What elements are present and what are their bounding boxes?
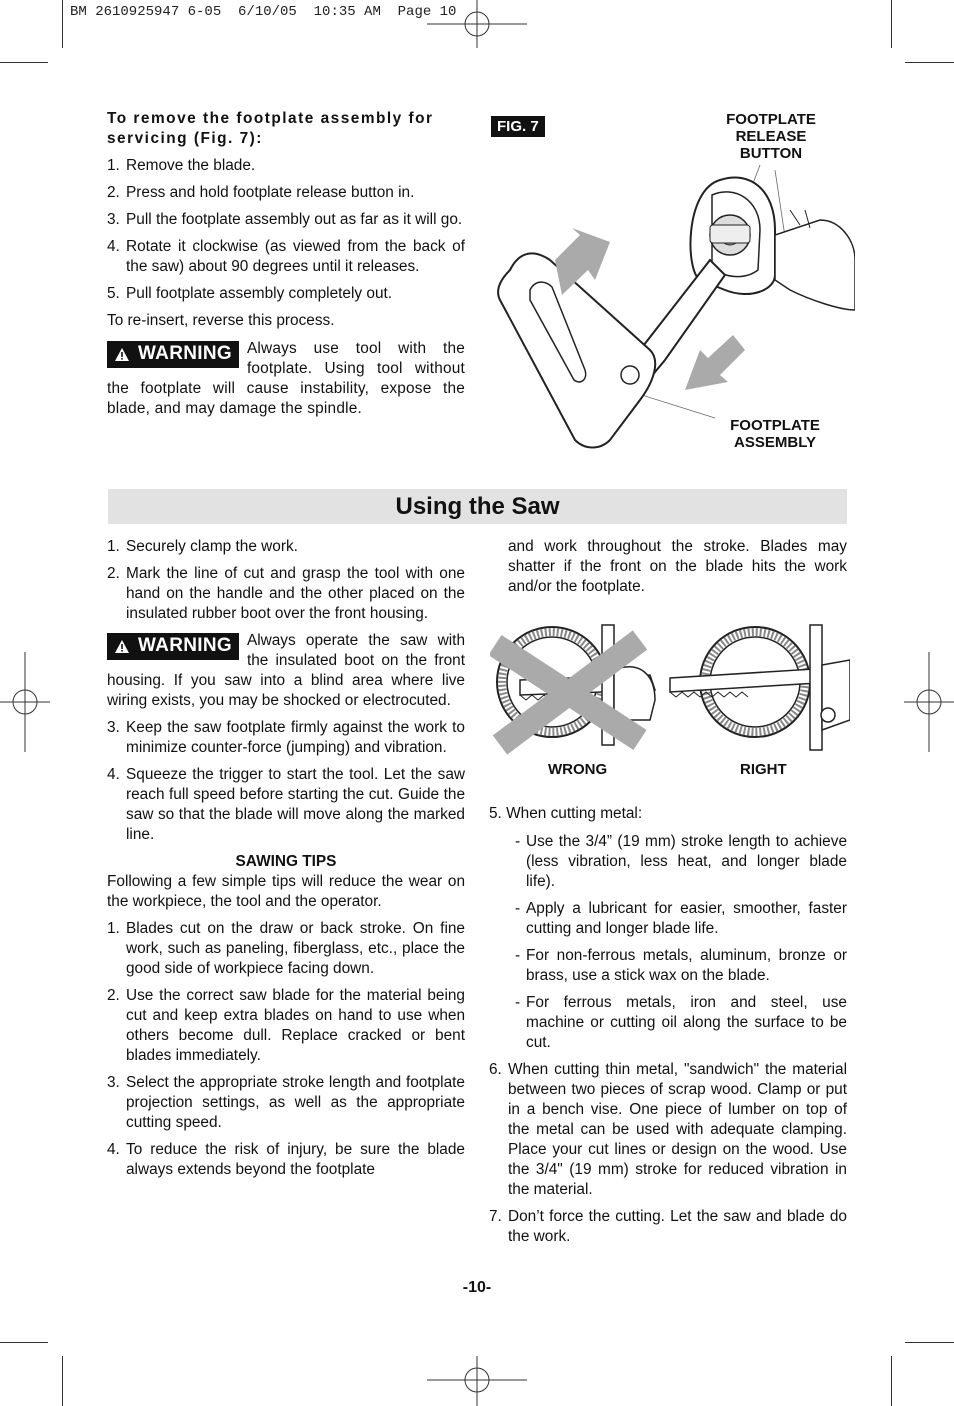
registration-mark-top [427, 0, 527, 50]
warning-text: Always use tool with the footplate. Using tool without the footplate will cause instability, expose the blade, and may damage the spindle. [107, 340, 465, 417]
steps-list [107, 537, 465, 624]
list-item [107, 210, 465, 230]
right-column-bottom [489, 804, 847, 1254]
warning-text: Always operate the saw with the insulated boot on the front housing. If you saw into a blind area where live wiring exists, you may be shocked or electrocuted. [107, 632, 465, 709]
list-item [489, 993, 847, 1053]
crop-mark [0, 62, 48, 63]
item-text: Don’t force the cutting. Let the saw and blade do the work. [508, 1208, 847, 1245]
sawing-tips-intro: Following a few simple tips will reduce the wear on the workpiece, the tool and the operator. [107, 873, 465, 910]
item-text: Keep the saw footplate firmly against the work to minimize counter-force (jumping) and vibration. [126, 719, 465, 756]
warning-label: WARNING [138, 343, 232, 364]
item-number: 3. [107, 1074, 120, 1091]
item-number: 2. [107, 184, 120, 201]
item-number: 4. [107, 766, 120, 783]
list-item [107, 986, 465, 1066]
registration-mark-left [0, 652, 50, 752]
crop-mark [0, 1342, 48, 1343]
crop-mark [891, 1356, 892, 1406]
warning-badge [107, 633, 239, 660]
alert-triangle-icon [114, 347, 130, 362]
steps-list [107, 718, 465, 845]
item-text: Pull the footplate assembly out as far as it will go. [126, 211, 463, 228]
list-item [489, 899, 847, 939]
item-text: Mark the line of cut and grasp the tool with one hand on the handle and the other placed on the insulated rubber boot over the front housing. [126, 565, 465, 622]
item-text: Rotate it clockwise (as viewed from the back of the saw) about 90 degrees until it releases. [126, 238, 465, 275]
list-item [107, 564, 465, 624]
item-text: Apply a lubricant for easier, smoother, faster cutting and longer blade life. [526, 900, 847, 937]
item-text: For ferrous metals, iron and steel, use machine or cutting oil along the surface to be cut. [526, 994, 847, 1051]
right-column-top [508, 537, 847, 604]
list-item [107, 765, 465, 845]
warning-label: WARNING [138, 635, 232, 656]
continuation-text: and work throughout the stroke. Blades may shatter if the front on the blade hits the work and/or the footplate. [508, 538, 847, 595]
item-text: Squeeze the trigger to start the tool. Let the saw reach full speed before starting the cut. Guide the saw so that the blade will move along the marked line. [126, 766, 465, 843]
footplate-steps [107, 156, 465, 304]
label-line: BUTTON [739, 145, 803, 162]
list-item [489, 946, 847, 986]
print-slug: BM 2610925947 6-05 6/10/05 10:35 AM Page 10 [70, 4, 457, 20]
label-line: RELEASE [735, 128, 807, 145]
item-number: 5. [107, 285, 120, 302]
left-column [107, 537, 465, 1187]
item-text: Pull footplate assembly completely out. [126, 285, 393, 302]
item-text: Remove the blade. [126, 157, 256, 174]
crop-mark [891, 0, 892, 48]
item-text: To reduce the risk of injury, be sure the blade always extends beyond the footplate [126, 1141, 465, 1178]
item-number: - [515, 947, 521, 964]
wrong-right-illustration [490, 620, 850, 755]
warning-block-boot [107, 631, 465, 711]
page-number: -10- [462, 1279, 492, 1296]
item-number: 3. [107, 719, 120, 736]
item-text: Use the 3/4” (19 mm) stroke length to achieve (less vibration, less heat, and longer blade life). [526, 833, 847, 890]
item-text: When cutting thin metal, "sandwich" the material between two pieces of scrap wood. Clamp or put in a bench vise. One piece of lumber on top of the metal can be used with adequate clamping. Place your cut lines or design on the wood. Use the 3/4" (19 mm) stroke for reduced vibration in the material. [508, 1061, 847, 1198]
item-number: 2. [107, 987, 120, 1004]
section-title-banner: Using the Saw [108, 489, 847, 524]
label-wrong: WRONG [548, 761, 608, 778]
reinsert-note: To re-insert, reverse this process. [107, 312, 335, 329]
item-number: 7. [489, 1208, 502, 1225]
list-item [107, 537, 465, 557]
list-item [107, 718, 465, 758]
step-5-intro: 5. When cutting metal: [489, 805, 643, 822]
alert-triangle-icon [114, 639, 130, 654]
footplate-removal-section [107, 109, 465, 419]
list-item [489, 832, 847, 892]
sawing-tips-heading: SAWING TIPS [235, 853, 337, 870]
list-item [107, 183, 465, 203]
crop-mark [905, 1342, 954, 1343]
crop-mark [905, 62, 954, 63]
registration-mark-bottom [427, 1356, 527, 1406]
list-item [107, 1140, 465, 1180]
registration-mark-right [904, 652, 954, 752]
list-item [107, 237, 465, 277]
item-text: Securely clamp the work. [126, 538, 298, 555]
label-line: FOOTPLATE [730, 417, 820, 434]
footplate-heading: To remove the footplate assembly for servicing (Fig. 7): [107, 110, 434, 147]
item-number: 1. [107, 920, 120, 937]
item-text: Use the correct saw blade for the material being cut and keep extra blades on hand to use when others become dull. Replace cracked or bent blades immediately. [126, 987, 465, 1064]
label-right: RIGHT [740, 761, 787, 778]
item-number: 2. [107, 565, 120, 582]
steps-list [489, 1060, 847, 1247]
item-text: For non-ferrous metals, aluminum, bronze or brass, use a stick wax on the blade. [526, 947, 847, 984]
crop-mark [62, 1356, 63, 1406]
item-number: 3. [107, 211, 120, 228]
footplate-illustration [490, 150, 855, 450]
figure-tag: FIG. 7 [491, 116, 545, 137]
item-text: Press and hold footplate release button in. [126, 184, 415, 201]
list-item [107, 919, 465, 979]
item-number: 4. [107, 1141, 120, 1158]
item-number: - [515, 994, 521, 1011]
item-number: 4. [107, 238, 120, 255]
item-number: 1. [107, 538, 120, 555]
crop-mark [62, 0, 63, 48]
warning-block-footplate [107, 339, 465, 419]
list-item [107, 284, 465, 304]
list-item [107, 1073, 465, 1133]
item-text: Blades cut on the draw or back stroke. On fine work, such as paneling, fiberglass, etc., place the good side of workpiece facing down. [126, 920, 465, 977]
item-number: 6. [489, 1061, 502, 1078]
label-line: FOOTPLATE [726, 111, 816, 128]
tips-list [107, 919, 465, 1180]
list-item [107, 156, 465, 176]
warning-badge [107, 341, 239, 368]
item-number: - [515, 833, 521, 850]
item-text: Select the appropriate stroke length and footplate projection settings, as well as the appropriate cutting speed. [126, 1074, 465, 1131]
metal-tips-list [489, 832, 847, 1053]
list-item [489, 1207, 847, 1247]
list-item [489, 1060, 847, 1200]
item-number: 1. [107, 157, 120, 174]
item-number: - [515, 900, 521, 917]
label-line: ASSEMBLY [734, 434, 816, 451]
